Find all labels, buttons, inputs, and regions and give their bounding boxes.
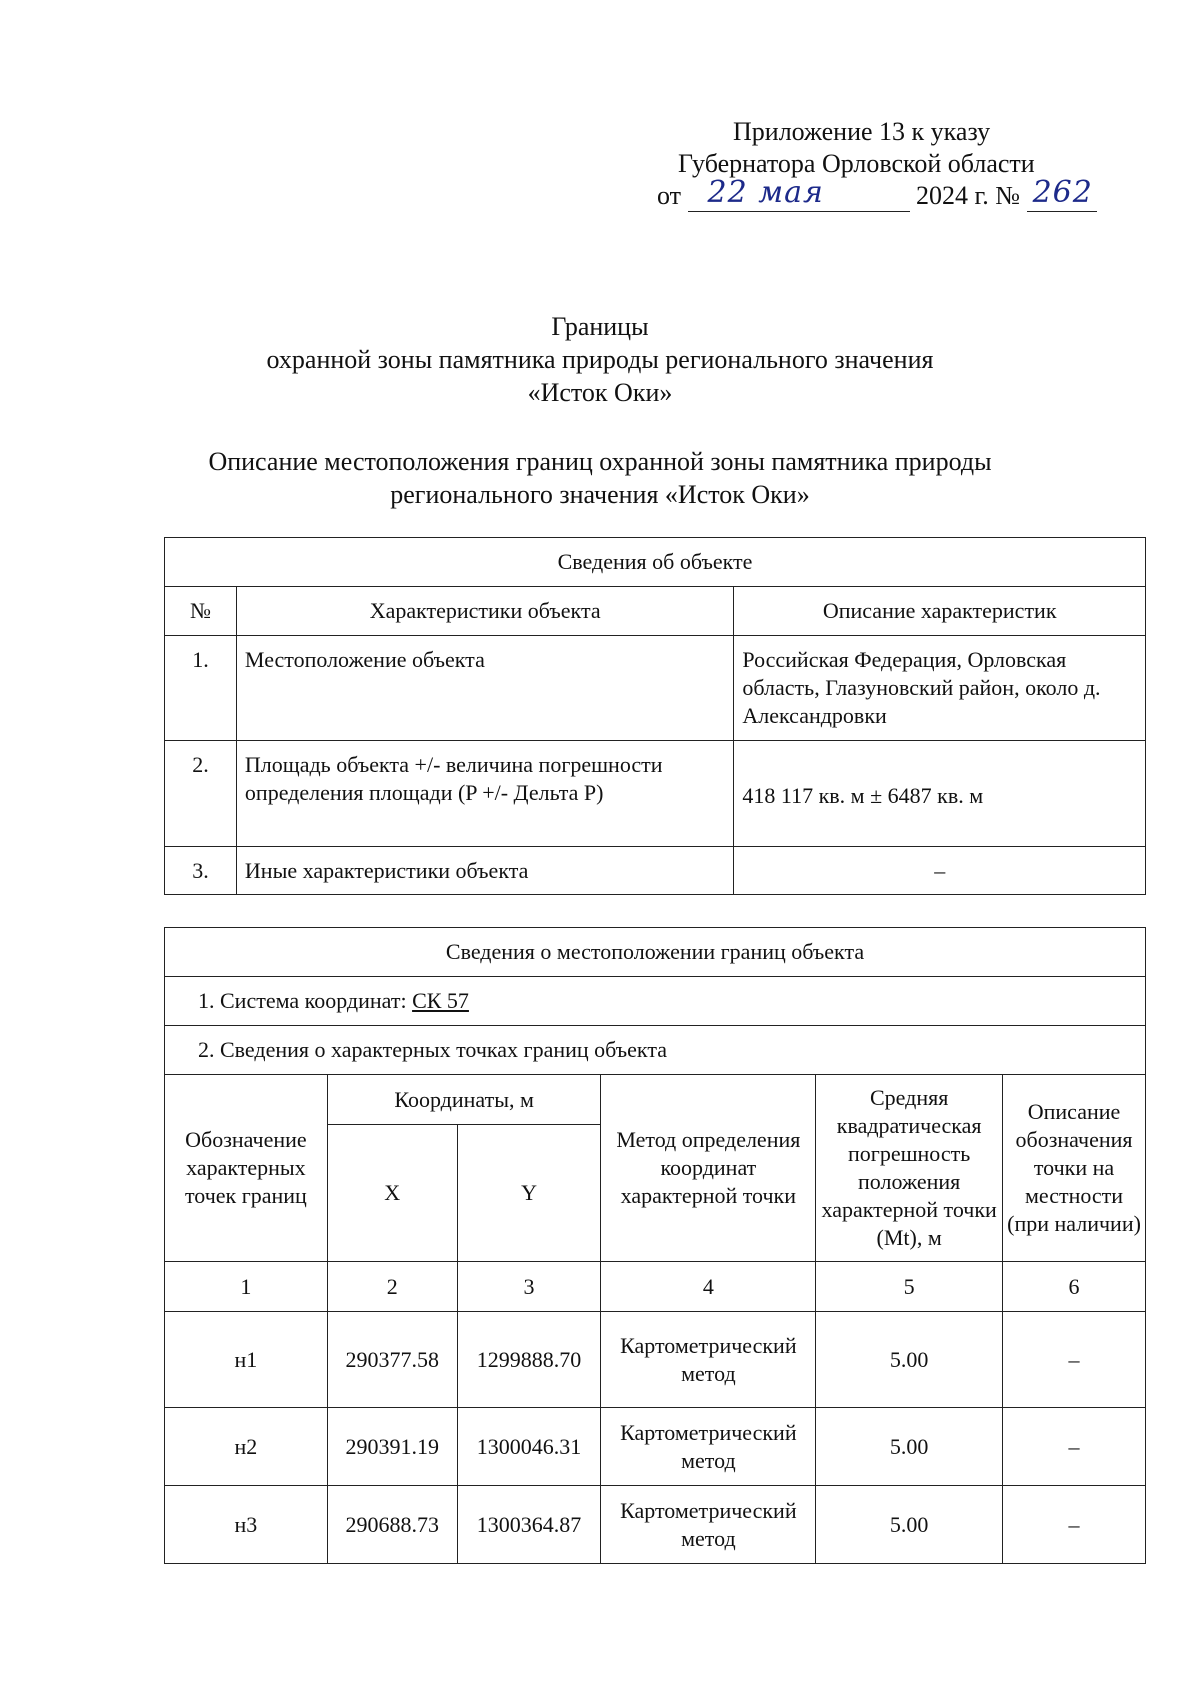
- boundary-points-table: [164, 927, 1146, 1564]
- coord-system-label: 1. Система координат:: [198, 988, 407, 1013]
- point-error: 5.00: [816, 1408, 1003, 1486]
- points-caption: 2. Сведения о характерных точках границ объекта: [165, 1026, 1146, 1075]
- point-description: –: [1003, 1408, 1146, 1486]
- subtitle-line-1: Описание местоположения границ охранной зоны памятника природы: [208, 447, 992, 476]
- header-point-description: Описание обозначения точки на местности (при наличии): [1003, 1075, 1146, 1262]
- year-number-label: 2024 г. №: [916, 181, 1021, 210]
- header-num: №: [165, 587, 237, 636]
- appendix-line-2: Губернатора Орловской области: [678, 149, 1035, 178]
- table-row: [165, 1408, 1146, 1486]
- point-name: н1: [165, 1312, 328, 1408]
- row-description: Российская Федерация, Орловская область, Глазуновский район, около д. Александровки: [734, 636, 1146, 741]
- point-y: 1300046.31: [457, 1408, 601, 1486]
- header-description: Описание характеристик: [734, 587, 1146, 636]
- row-characteristic: Местоположение объекта: [236, 636, 733, 741]
- point-y: 1300364.87: [457, 1486, 601, 1564]
- header-x: X: [327, 1125, 457, 1262]
- document-title: [0, 310, 1200, 409]
- header-point: Обозначение характерных точек границ: [165, 1075, 328, 1262]
- row-number: 2.: [165, 741, 237, 847]
- boundary-table-caption: Сведения о местоположении границ объекта: [165, 928, 1146, 977]
- table-row: [165, 636, 1146, 741]
- point-description: –: [1003, 1486, 1146, 1564]
- point-error: 5.00: [816, 1312, 1003, 1408]
- point-x: 290377.58: [327, 1312, 457, 1408]
- point-error: 5.00: [816, 1486, 1003, 1564]
- header-characteristic: Характеристики объекта: [236, 587, 733, 636]
- point-x: 290391.19: [327, 1408, 457, 1486]
- appendix-date-line: [640, 175, 1140, 216]
- row-characteristic: Иные характеристики объекта: [236, 847, 733, 895]
- row-description: –: [734, 847, 1146, 895]
- column-number: 2: [327, 1262, 457, 1312]
- column-number: 3: [457, 1262, 601, 1312]
- appendix-reference: [640, 116, 1140, 216]
- point-description: –: [1003, 1312, 1146, 1408]
- handwritten-number: 262: [1032, 175, 1093, 210]
- point-method: Картометрический метод: [601, 1408, 816, 1486]
- header-error: Средняя квадратическая погрешность положения характерной точки (Mt), м: [816, 1075, 1003, 1262]
- table-row: [165, 1486, 1146, 1564]
- column-number-row: [165, 1262, 1146, 1312]
- table-row: [165, 1312, 1146, 1408]
- header-method: Метод определения координат характерной точки: [601, 1075, 816, 1262]
- title-line-1: Границы: [551, 312, 649, 341]
- point-y: 1299888.70: [457, 1312, 601, 1408]
- row-description: 418 117 кв. м ± 6487 кв. м: [734, 741, 1146, 847]
- row-number: 3.: [165, 847, 237, 895]
- object-info-table: [164, 537, 1146, 895]
- column-number: 6: [1003, 1262, 1146, 1312]
- header-y: Y: [457, 1125, 601, 1262]
- date-blank: [688, 175, 910, 212]
- point-x: 290688.73: [327, 1486, 457, 1564]
- table-row: [165, 741, 1146, 847]
- point-method: Картометрический метод: [601, 1312, 816, 1408]
- appendix-line-1: Приложение 13 к указу: [733, 117, 991, 146]
- subtitle-line-2: регионального значения «Исток Оки»: [390, 480, 810, 509]
- title-line-3: «Исток Оки»: [527, 378, 673, 407]
- row-characteristic: Площадь объекта +/- величина погрешности определения площади (P +/- Дельта P): [236, 741, 733, 847]
- column-number: 5: [816, 1262, 1003, 1312]
- from-label: от: [657, 181, 682, 210]
- number-blank: [1027, 175, 1097, 212]
- coordinate-system-row: [165, 977, 1146, 1026]
- point-method: Картометрический метод: [601, 1486, 816, 1564]
- object-table-caption: Сведения об объекте: [165, 538, 1146, 587]
- column-number: 4: [601, 1262, 816, 1312]
- handwritten-date: 22 мая: [707, 175, 824, 210]
- header-coordinates: Координаты, м: [327, 1075, 601, 1125]
- row-number: 1.: [165, 636, 237, 741]
- point-name: н2: [165, 1408, 328, 1486]
- title-line-2: охранной зоны памятника природы регионального значения: [266, 345, 934, 374]
- document-subtitle: [0, 445, 1200, 511]
- column-number: 1: [165, 1262, 328, 1312]
- point-name: н3: [165, 1486, 328, 1564]
- coord-system-value: СК 57: [412, 988, 469, 1013]
- table-row: [165, 847, 1146, 895]
